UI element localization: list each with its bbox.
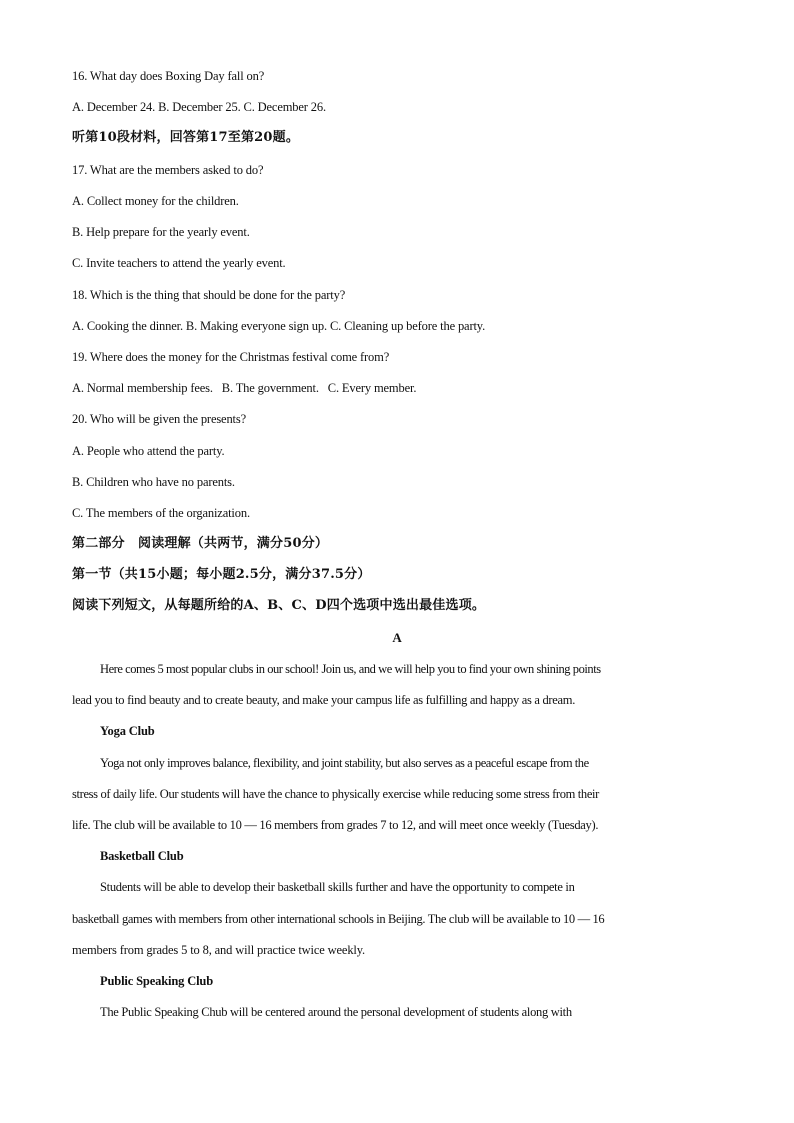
question-17-option-b: B. Help prepare for the yearly event. [72,225,250,239]
basketball-club-line-3: members from grades 5 to 8, and will practice twice weekly. [72,943,366,957]
question-20-option-c: C. The members of the organization. [72,506,250,520]
reading-part-title: 第二部分 阅读理解（共两节，满分50分） [72,536,329,551]
basketball-club-line-2: basketball games with members from other international schools in Beijing. The club will be available to 10 — 16 [72,912,605,926]
basketball-club-heading: Basketball Club [100,849,184,863]
section-10-instruction: 听第10段材料，回答第17至第20题。 [72,130,300,145]
reading-instruction: 阅读下列短文，从每题所给的A、B、C、D四个选项中选出最佳选项。 [72,598,486,613]
question-18: 18. Which is the thing that should be done for the party? [72,288,346,302]
passage-label: A [392,630,402,645]
question-16-options: A. December 24. B. December 25. C. December 26. [72,100,326,114]
question-18-options: A. Cooking the dinner. B. Making everyone sign up. C. Cleaning up before the party. [72,319,486,333]
public-speaking-club-line-1: The Public Speaking Chub will be centered around the personal development of students along with [100,1005,572,1019]
public-speaking-club-heading: Public Speaking Club [100,974,214,988]
yoga-club-line-1: Yoga not only improves balance, flexibility, and joint stability, but also serves as a peaceful escape from the [100,756,589,770]
passage-intro-line-2: lead you to find beauty and to create beauty, and make your campus life as fulfilling and happy as a dream. [72,693,576,707]
yoga-club-line-3: life. The club will be available to 10 — 16 members from grades 7 to 12, and will meet once weekly (Tuesday). [72,818,599,832]
passage-intro-line-1: Here comes 5 most popular clubs in our school! Join us, and we will help you to find your own shining points [100,662,601,676]
question-17-option-a: A. Collect money for the children. [72,194,239,208]
question-20-option-b: B. Children who have no parents. [72,475,235,489]
yoga-club-heading: Yoga Club [100,724,155,738]
basketball-club-line-1: Students will be able to develop their basketball skills further and have the opportunity to compete in [100,880,575,894]
question-19-options: A. Normal membership fees. B. The government. C. Every member. [72,381,417,395]
question-19: 19. Where does the money for the Christmas festival come from? [72,350,390,364]
question-20: 20. Who will be given the presents? [72,412,246,426]
reading-section-title: 第一节（共15小题；每小题2.5分，满分37.5分） [72,567,371,582]
question-20-option-a: A. People who attend the party. [72,444,225,458]
question-17: 17. What are the members asked to do? [72,163,264,177]
question-17-option-c: C. Invite teachers to attend the yearly event. [72,256,286,270]
question-16: 16. What day does Boxing Day fall on? [72,69,265,83]
yoga-club-line-2: stress of daily life. Our students will have the chance to physically exercise while reducing some stress from their [72,787,599,801]
